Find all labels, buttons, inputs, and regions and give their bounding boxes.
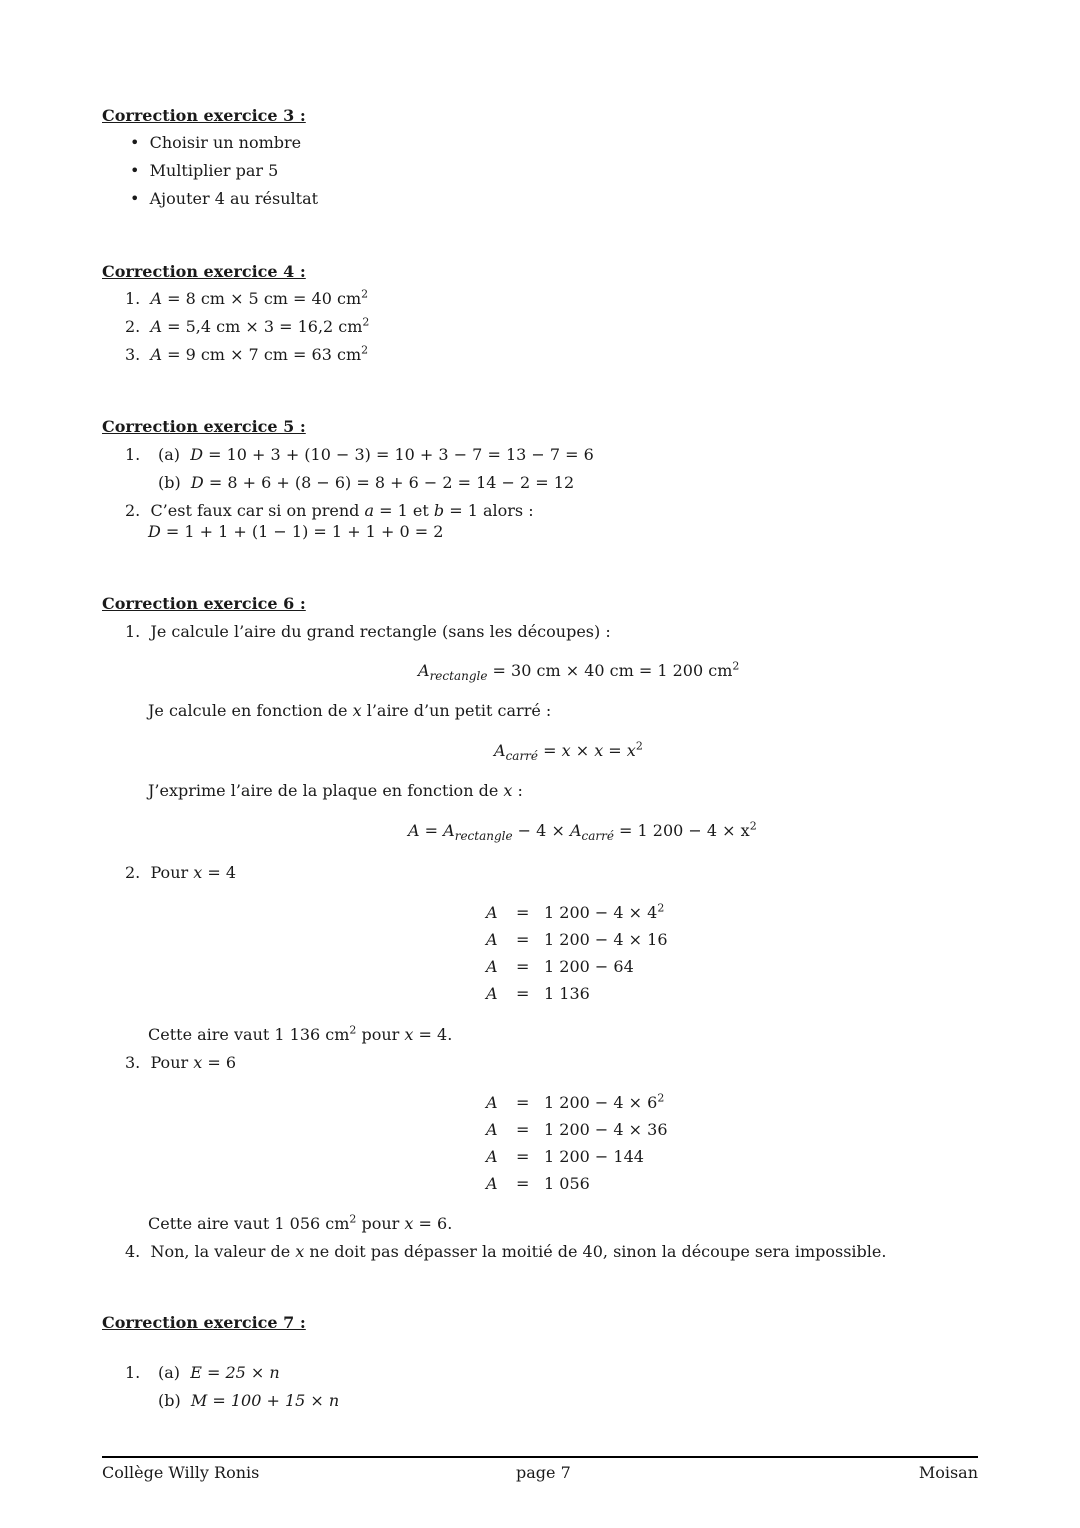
ex6-q2-conclusion: Cette aire vaut 1 136 $cm^2$ pour x = 4.	[148, 1023, 453, 1044]
ex6-q2: 2. Pour x = 4	[125, 863, 237, 882]
ex6-heading: Correction exercice 6 :	[102, 594, 306, 613]
ex5-q1b: (b) D = 8 + 6 + (8 − 6) = 8 + 6 − 2 = 14 − 2 = 12	[158, 473, 575, 492]
ex5-q2: 2. C’est faux car si on prend a = 1 et b = 1 alors :	[125, 501, 534, 520]
ex7-heading: Correction exercice 7 :	[102, 1313, 306, 1332]
footer-school: Collège Willy Ronis	[102, 1463, 260, 1482]
calc-row: A = 1 200 − 4 × 36	[486, 1120, 668, 1139]
ex4-item-2: 2. A = 5,4 cm × 3 = 16,2 $cm^2$	[125, 315, 370, 336]
footer-author: Moisan	[918, 1463, 978, 1482]
ex4-item-1: 1. A = 8 cm × 5 cm = 40 $cm^2$	[125, 287, 369, 308]
ex4-heading: Correction exercice 4 :	[102, 262, 306, 281]
ex3-item-2: • Multiplier par 5	[130, 161, 279, 180]
ex6-formula-rectangle: $A_{rectangle} = 30$ cm × 40 cm = 1 200 $cm^2$	[418, 659, 740, 684]
ex6-q3-calculation	[486, 1093, 706, 1201]
ex5-q2-line2: D = 1 + 1 + (1 − 1) = 1 + 1 + 0 = 2	[148, 522, 444, 541]
calc-row: A = 1 $200 - 4 \times 4^2$	[486, 901, 665, 922]
ex6-q1: 1. Je calcule l’aire du grand rectangle (sans les découpes) :	[125, 622, 611, 641]
ex6-q3: 3. Pour x = 6	[125, 1053, 237, 1072]
ex4-item-3: 3. A = 9 cm × 7 cm = 63 $cm^2$	[125, 343, 369, 364]
ex6-q1-text2: Je calcule en fonction de x l’aire d’un petit carré :	[148, 701, 552, 720]
calc-row: A = 1 200 − 64	[486, 957, 634, 976]
ex5-q1a: (a) D = 10 + 3 + (10 − 3) = 10 + 3 − 7 = 13 − 7 = 6	[158, 445, 594, 464]
ex7-q1b: (b) M = 100 + 15 × n	[158, 1391, 340, 1410]
ex6-q2-calculation	[486, 903, 706, 1011]
ex6-formula-plaque: $A = A_{rectangle} - 4 \times A_{carré} = 1$ $200 - 4 \times x^2$	[408, 819, 757, 844]
footer-rule	[102, 1456, 978, 1458]
ex3-heading: Correction exercice 3 :	[102, 106, 306, 125]
ex3-item-3: • Ajouter 4 au résultat	[130, 189, 319, 208]
ex6-q4: 4. Non, la valeur de x ne doit pas dépasser la moitié de 40, sinon la découpe sera impossible.	[125, 1242, 887, 1261]
calc-row: A = 1 056	[486, 1174, 590, 1193]
ex6-q1-text3: J’exprime l’aire de la plaque en fonction de x :	[148, 781, 523, 800]
ex7-q1a: (a) E = 25 × n	[158, 1363, 280, 1382]
ex7-q1-num: 1.	[125, 1363, 141, 1382]
ex6-q3-conclusion: Cette aire vaut 1 056 $cm^2$ pour x = 6.	[148, 1212, 453, 1233]
calc-row: A = 1 200 − 4 × 16	[486, 930, 668, 949]
calc-row: A = 1 $200 - 4 \times 6^2$	[486, 1091, 665, 1112]
ex5-q1-num: 1.	[125, 445, 141, 464]
ex3-item-1: • Choisir un nombre	[130, 133, 302, 152]
ex6-formula-carre: $A_{carré} = x \times x = x^2$	[494, 739, 643, 764]
footer-page-number: page 7	[516, 1463, 571, 1482]
ex5-heading: Correction exercice 5 :	[102, 417, 306, 436]
calc-row: A = 1 136	[486, 984, 590, 1003]
calc-row: A = 1 200 − 144	[486, 1147, 644, 1166]
